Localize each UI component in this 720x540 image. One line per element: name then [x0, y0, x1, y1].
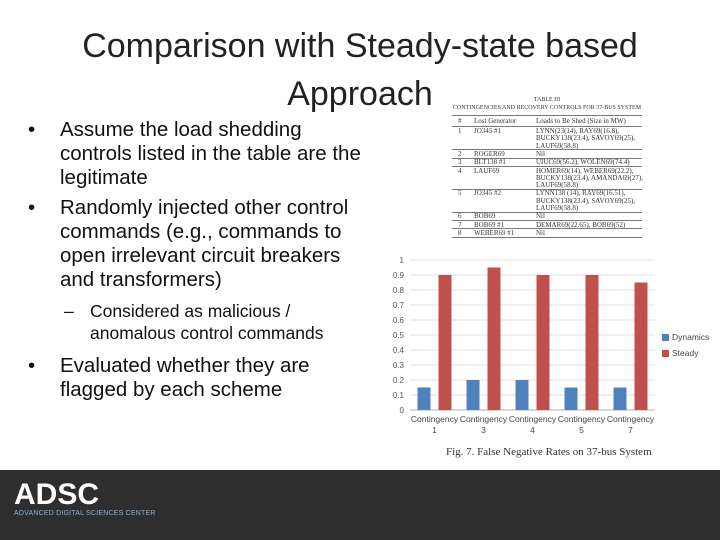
- bar-steady: [635, 283, 648, 411]
- table-cell-loads: LAUF69(58.8): [536, 141, 579, 150]
- bullet-dot-icon: •: [28, 118, 36, 141]
- table-cell-loads: Nil: [536, 212, 545, 221]
- table-cell-loads: BUCKY138(23.4), AMANDA69(27),: [536, 173, 643, 182]
- table-cell-generator: BOB69 #1: [474, 220, 505, 229]
- y-tick-label: 0.9: [392, 271, 404, 280]
- x-tick-label: 3: [481, 425, 486, 435]
- bar-dynamics: [565, 388, 578, 411]
- legend-item-dynamics: [662, 332, 709, 342]
- figure-caption: Fig. 7. False Negative Rates on 37-bus System: [446, 446, 652, 458]
- table-cell-loads: HOMER69(14), WEBER69(22.2),: [536, 166, 634, 175]
- bar-chart: [370, 248, 720, 440]
- y-tick-label: 0.3: [392, 361, 404, 370]
- x-tick-label: Contingency: [410, 414, 459, 424]
- table-cell-generator: JO345 #1: [474, 127, 502, 135]
- table-cell-loads: LAUF69(58.8): [536, 181, 579, 190]
- table-cell-id: 8: [458, 228, 462, 237]
- adsc-logo: ADSC: [14, 478, 100, 511]
- bar-dynamics: [467, 380, 480, 410]
- table-header-cell: Loads to Be Shed (Size in MW): [536, 117, 626, 125]
- table-cell-generator: LAUF69: [474, 166, 500, 175]
- table-caption-title: CONTINGENCIES AND RECOVERY CONTROLS FOR 37-BUS SYSTEM: [452, 105, 642, 111]
- bar-dynamics: [516, 380, 529, 410]
- chart-legend: [662, 332, 709, 364]
- bullet-text: Evaluated whether they are flagged by each scheme: [60, 354, 310, 401]
- x-tick-label: Contingency: [508, 414, 557, 424]
- logo-subtitle: ADVANCED DIGITAL SCIENCES CENTER: [14, 510, 156, 517]
- table-cell-id: 6: [458, 212, 462, 221]
- x-tick-label: 4: [530, 425, 535, 435]
- table-cell-generator: BLT138 #1: [474, 158, 506, 167]
- legend-label: Dynamics: [672, 332, 710, 342]
- x-tick-label: Contingency: [557, 414, 606, 424]
- table-cell-id: 7: [458, 220, 462, 229]
- bullet-dot-icon: •: [28, 354, 36, 377]
- table-cell-id: 1: [458, 127, 462, 135]
- bar-steady: [537, 275, 550, 410]
- table-rule: [452, 237, 642, 238]
- table-cell-id: 4: [458, 166, 462, 175]
- slide-title: Comparison with Steady-state based Approach: [82, 27, 638, 113]
- y-tick-label: 0: [399, 406, 404, 415]
- table-cell-loads: LYNN(23(14), RAY69(16.8),: [536, 127, 620, 135]
- legend-swatch: [662, 334, 669, 341]
- table-cell-loads: Nil: [536, 149, 545, 158]
- y-tick-label: 0.2: [392, 376, 404, 385]
- table-cell-id: 2: [458, 149, 462, 158]
- table-header-cell: #: [458, 117, 462, 125]
- bar-dynamics: [418, 388, 431, 411]
- bullet-text: Randomly injected other control commands (e.g., commands to open irrelevant circuit breakers and transformers): [60, 196, 349, 291]
- table-cell-id: 3: [458, 158, 462, 167]
- table-cell-generator: WEBER69 #1: [474, 228, 515, 237]
- table-cell-generator: ROGER69: [474, 149, 505, 158]
- table-cell-generator: JO345 #2: [474, 189, 502, 198]
- bullet-item: [28, 118, 368, 190]
- legend-label: Steady: [672, 348, 699, 358]
- y-tick-label: 0.7: [392, 301, 404, 310]
- footer-bar: [0, 470, 720, 540]
- bar-dynamics: [614, 388, 627, 411]
- bar-steady: [488, 268, 501, 411]
- table-cell-loads: UIUC69(56.2), WOLEN69(74.4): [536, 158, 630, 167]
- x-tick-label: 7: [628, 425, 633, 435]
- dash-icon: –: [64, 301, 74, 321]
- table-caption-number: TABLE III: [533, 97, 561, 103]
- table-rule: [452, 115, 642, 116]
- bullet-list: [28, 118, 368, 408]
- table-cell-loads: LAUF69(58.8): [536, 204, 579, 212]
- bullet-item: [28, 196, 368, 292]
- sub-bullet-item: [28, 300, 368, 344]
- bar-steady: [439, 275, 452, 410]
- table-cell-loads: LYNN138 (14), RAY69(16.51),: [536, 189, 626, 198]
- y-tick-label: 0.6: [392, 316, 404, 325]
- x-tick-label: Contingency: [606, 414, 655, 424]
- bullet-item: [28, 354, 368, 402]
- bullet-text: Assume the load shedding controls listed in the table are the legitimate: [60, 118, 361, 189]
- bullet-dot-icon: •: [28, 196, 36, 219]
- table-cell-loads: BUCKY138(23.4), SAVOY69(25),: [536, 196, 636, 205]
- table-cell-loads: Nil: [536, 228, 545, 237]
- y-tick-label: 0.4: [392, 346, 404, 355]
- y-tick-label: 0.1: [392, 391, 404, 400]
- legend-item-steady: [662, 348, 709, 358]
- y-tick-label: 0.5: [392, 331, 404, 340]
- x-tick-label: 5: [579, 425, 584, 435]
- x-tick-label: 1: [432, 425, 437, 435]
- bar-steady: [586, 275, 599, 410]
- sub-bullet-text: Considered as malicious / anomalous control commands: [90, 301, 324, 343]
- table-cell-loads: BUCKY138(23.4), SAVOY69(25),: [536, 134, 636, 143]
- table-cell-id: 5: [458, 189, 462, 198]
- contingency-table: [452, 95, 642, 245]
- legend-swatch: [662, 350, 669, 357]
- y-tick-label: 1: [399, 256, 404, 265]
- y-tick-label: 0.8: [392, 286, 404, 295]
- table-cell-loads: DEMAR69(22.65), BOB69(52): [536, 220, 626, 229]
- table-header-cell: Lost Generator: [474, 117, 517, 125]
- x-tick-label: Contingency: [459, 414, 508, 424]
- table-cell-generator: BOB69: [474, 212, 496, 221]
